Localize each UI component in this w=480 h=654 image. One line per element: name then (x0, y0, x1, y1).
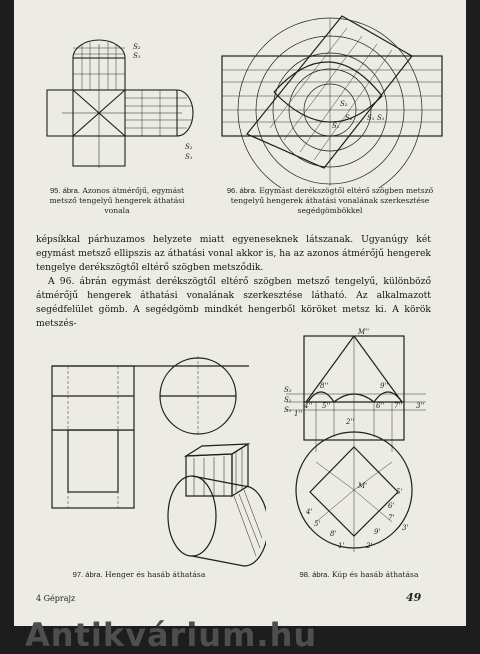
fig98-label-3p: 3' (402, 524, 408, 532)
figure-97-drawing (44, 336, 266, 568)
figure-96-number: 96. ábra. (227, 186, 257, 195)
fig98-label-4p: 4' (305, 508, 312, 516)
fig98-label-9p: 9' (374, 528, 380, 536)
figure-98-caption (284, 570, 434, 580)
fig95-label-s1-right: S₁ (185, 153, 193, 161)
fig98-label-2p: 2' (365, 542, 372, 550)
fig98-label-4pp: 4'' (303, 402, 312, 410)
fig98-label-5pp: 5'' (322, 402, 330, 410)
fig98-label-6p: 6' (388, 502, 394, 510)
page-number: 49 (406, 591, 421, 604)
fig96-label-s1-c: S₁ (377, 114, 385, 122)
figure-97-number: 97. ábra. (73, 570, 103, 579)
fig98-label-8pp: 8'' (320, 382, 328, 390)
fig96-label-s2-b: S₂ (345, 114, 353, 122)
figure-96-caption-text: Egymást derékszögtől eltérő szögben metsző tengelyű hengerek áthatási vonalának szerkesztése segédgömbökkel (231, 186, 433, 215)
footer-section: 4 Géprajz (36, 594, 75, 603)
fig98-label-S1a: S₁ (284, 396, 292, 404)
fig98-label-2pp: 2'' (345, 418, 354, 426)
figure-96-caption (214, 186, 446, 216)
figure-97-caption-text: Henger és hasáb áthatása (105, 570, 205, 579)
fig98-label-1p: 1' (338, 542, 344, 550)
fig98-label-1pp: 1'' (294, 410, 302, 418)
figure-95-caption (36, 186, 198, 216)
fig98-label-6pp: 6'' (376, 402, 384, 410)
figure-97-caption (54, 570, 224, 580)
figure-98-caption-text: Kúp és hasáb áthatása (332, 570, 419, 579)
fig98-label-3pp: 3'' (416, 402, 424, 410)
figure-95-caption-text: Azonos átmérőjű, egymást metsző tengelyű hengerek áthatási vonala (49, 186, 184, 215)
body-text (36, 233, 431, 331)
figure-96-drawing (212, 10, 450, 188)
fig98-label-S1b: S₁ (284, 406, 292, 414)
fig98-label-5p-b: 5' (396, 488, 402, 496)
fig96-label-s1-b: S₁ (367, 114, 375, 122)
fig98-label-M2: M'' (357, 328, 369, 336)
fig98-label-S2: S₂ (284, 386, 292, 394)
figure-98-drawing (276, 322, 436, 558)
paragraph-2: A 96. ábrán egymást derékszögtől eltérő szögben metsző tengelyű, különböző átmérőjű hengerek áthatási vonalának szerkesztése látható. Az alkalmazott segédfelület gömb. A segédgömb mindkét hengerből köröket metsz ki. A körök metszés- (36, 275, 431, 331)
fig98-label-7pp: 7'' (394, 402, 402, 410)
book-page (14, 0, 466, 626)
fig98-label-8p: 8' (330, 530, 336, 538)
figure-98-number: 98. ábra. (299, 570, 329, 579)
fig98-label-9pp: 9'' (380, 382, 388, 390)
figure-95-number: 95. ábra. (50, 186, 80, 195)
fig96-label-s2-a: S₂ (340, 100, 348, 108)
paragraph-1: képsíkkal párhuzamos helyzete miatt egyeneseknek látszanak. Ugyanúgy két egymást metsző ellipszis az áthatási vonal akkor is, ha az azonos átmérőjű hengerek tengelye derékszögtől eltérő szögben metsződik. (36, 233, 431, 275)
figure-95-drawing (42, 36, 197, 181)
watermark: Antikvárium.hu (25, 616, 317, 654)
fig98-label-7p: 7' (388, 514, 394, 522)
fig98-label-M1: M' (357, 482, 367, 490)
fig95-label-s2-right: S₂ (185, 143, 193, 151)
fig95-label-s2-top: S₂ (133, 43, 141, 51)
fig98-label-5p: 5' (314, 520, 320, 528)
fig96-label-s1-a: S₁ (332, 122, 340, 130)
fig95-label-s1-top: S₁ (133, 52, 141, 60)
